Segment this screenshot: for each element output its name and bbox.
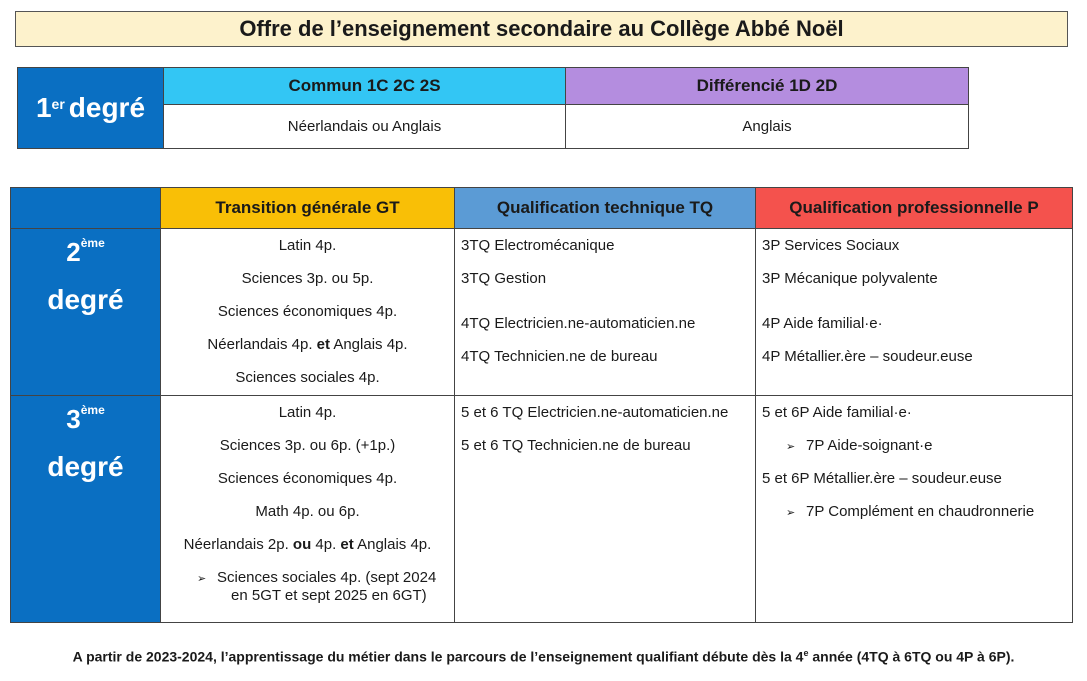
third-degree-sup: ème	[80, 403, 105, 418]
third-degree-gt-cell	[161, 396, 455, 622]
corner-cell	[11, 188, 161, 229]
list-item	[161, 528, 454, 561]
footer-text: A partir de 2023-2024, l’apprentissage du métier dans le parcours de l’enseignement qualifiant débute dès la 4	[72, 648, 804, 665]
first-degree-table	[17, 67, 969, 149]
lang-text: Néerlandais 4p.	[207, 336, 317, 353]
list-item	[756, 495, 1072, 528]
second-degree-tq-cell	[455, 229, 756, 396]
list-item: 4TQ Electricien.ne-automaticien.ne	[461, 315, 696, 332]
list-item: 3TQ Gestion	[461, 270, 547, 287]
degrees-table	[10, 187, 1073, 623]
lang-text: Néerlandais 2p.	[183, 536, 293, 553]
third-degree-tq-cell	[455, 396, 756, 622]
bullet-text-continued: en 5GT et sept 2025 en 6GT)	[231, 587, 427, 604]
arrowhead-bullet-icon: ➢	[197, 573, 207, 585]
first-degree-num: 1	[35, 92, 52, 123]
lang-text: Anglais 4p.	[353, 536, 432, 553]
list-item: 5 et 6 TQ Technicien.ne de bureau	[461, 437, 691, 454]
third-degree-num: 3	[66, 404, 81, 434]
first-degree-label	[18, 68, 164, 148]
commun-header: Commun 1C 2C 2S	[164, 68, 566, 105]
lang-text: Anglais 4p.	[330, 336, 408, 353]
list-item: Sciences économiques 4p.	[217, 470, 398, 487]
list-item: 3P Mécanique polyvalente	[762, 270, 938, 287]
lang-connector: ou	[292, 536, 312, 553]
third-degree-word: degré	[47, 451, 124, 482]
second-degree-label	[11, 229, 161, 396]
arrowhead-bullet-icon: ➢	[786, 507, 796, 519]
footer-text-end: année (4TQ à 6TQ ou 4P à 6P).	[808, 648, 1015, 665]
list-item: 5 et 6P Métallier.ère – soudeur.euse	[762, 470, 1002, 487]
bullet-text: 7P Complément en chaudronnerie	[806, 503, 1035, 520]
lang-connector: et	[316, 336, 330, 353]
tq-header: Qualification technique TQ	[455, 188, 756, 229]
list-item: Latin 4p.	[278, 404, 337, 421]
first-degree-word: degré	[68, 92, 146, 123]
list-item: 3P Services Sociaux	[762, 237, 900, 254]
footer-sup: e	[803, 648, 809, 658]
arrowhead-bullet-icon: ➢	[786, 441, 796, 453]
gt-header: Transition générale GT	[161, 188, 455, 229]
lang-connector: et	[340, 536, 354, 553]
lang-text: 4p.	[311, 536, 341, 553]
second-degree-p-cell	[756, 229, 1072, 396]
third-degree-label	[11, 396, 161, 622]
differencie-value: Anglais	[742, 118, 792, 135]
commun-value: Néerlandais ou Anglais	[164, 105, 566, 148]
list-item: Sciences 3p. ou 6p. (+1p.)	[219, 437, 396, 454]
list-item: Sciences sociales 4p.	[235, 369, 380, 386]
footer-note	[0, 648, 1087, 665]
list-item: 4P Aide familial·e·	[762, 315, 883, 332]
second-degree-gt-cell	[161, 229, 455, 396]
list-item	[756, 429, 1072, 462]
list-item: 4TQ Technicien.ne de bureau	[461, 348, 658, 365]
list-item: Latin 4p.	[278, 237, 337, 254]
third-degree-p-cell	[756, 396, 1072, 622]
list-item: Math 4p. ou 6p.	[255, 503, 360, 520]
list-item	[161, 328, 454, 361]
page-title: Offre de l’enseignement secondaire au Collège Abbé Noël	[15, 11, 1068, 47]
list-item: 5 et 6P Aide familial·e·	[762, 404, 912, 421]
list-item: 3TQ Electromécanique	[461, 237, 615, 254]
list-item: Sciences économiques 4p.	[217, 303, 398, 320]
first-degree-sup: er	[51, 96, 65, 112]
second-degree-word: degré	[47, 284, 124, 315]
differencie-header: Différencié 1D 2D	[566, 68, 968, 105]
second-degree-num: 2	[66, 237, 81, 267]
list-item: 5 et 6 TQ Electricien.ne-automaticien.ne	[461, 404, 729, 421]
bullet-text: 7P Aide-soignant·e	[806, 437, 933, 454]
second-degree-sup: ème	[80, 236, 105, 251]
bullet-text: Sciences sociales 4p. (sept 2024	[217, 569, 437, 586]
p-header: Qualification professionnelle P	[756, 188, 1072, 229]
list-item: Sciences 3p. ou 5p.	[241, 270, 374, 287]
list-item: 4P Métallier.ère – soudeur.euse	[762, 348, 973, 365]
